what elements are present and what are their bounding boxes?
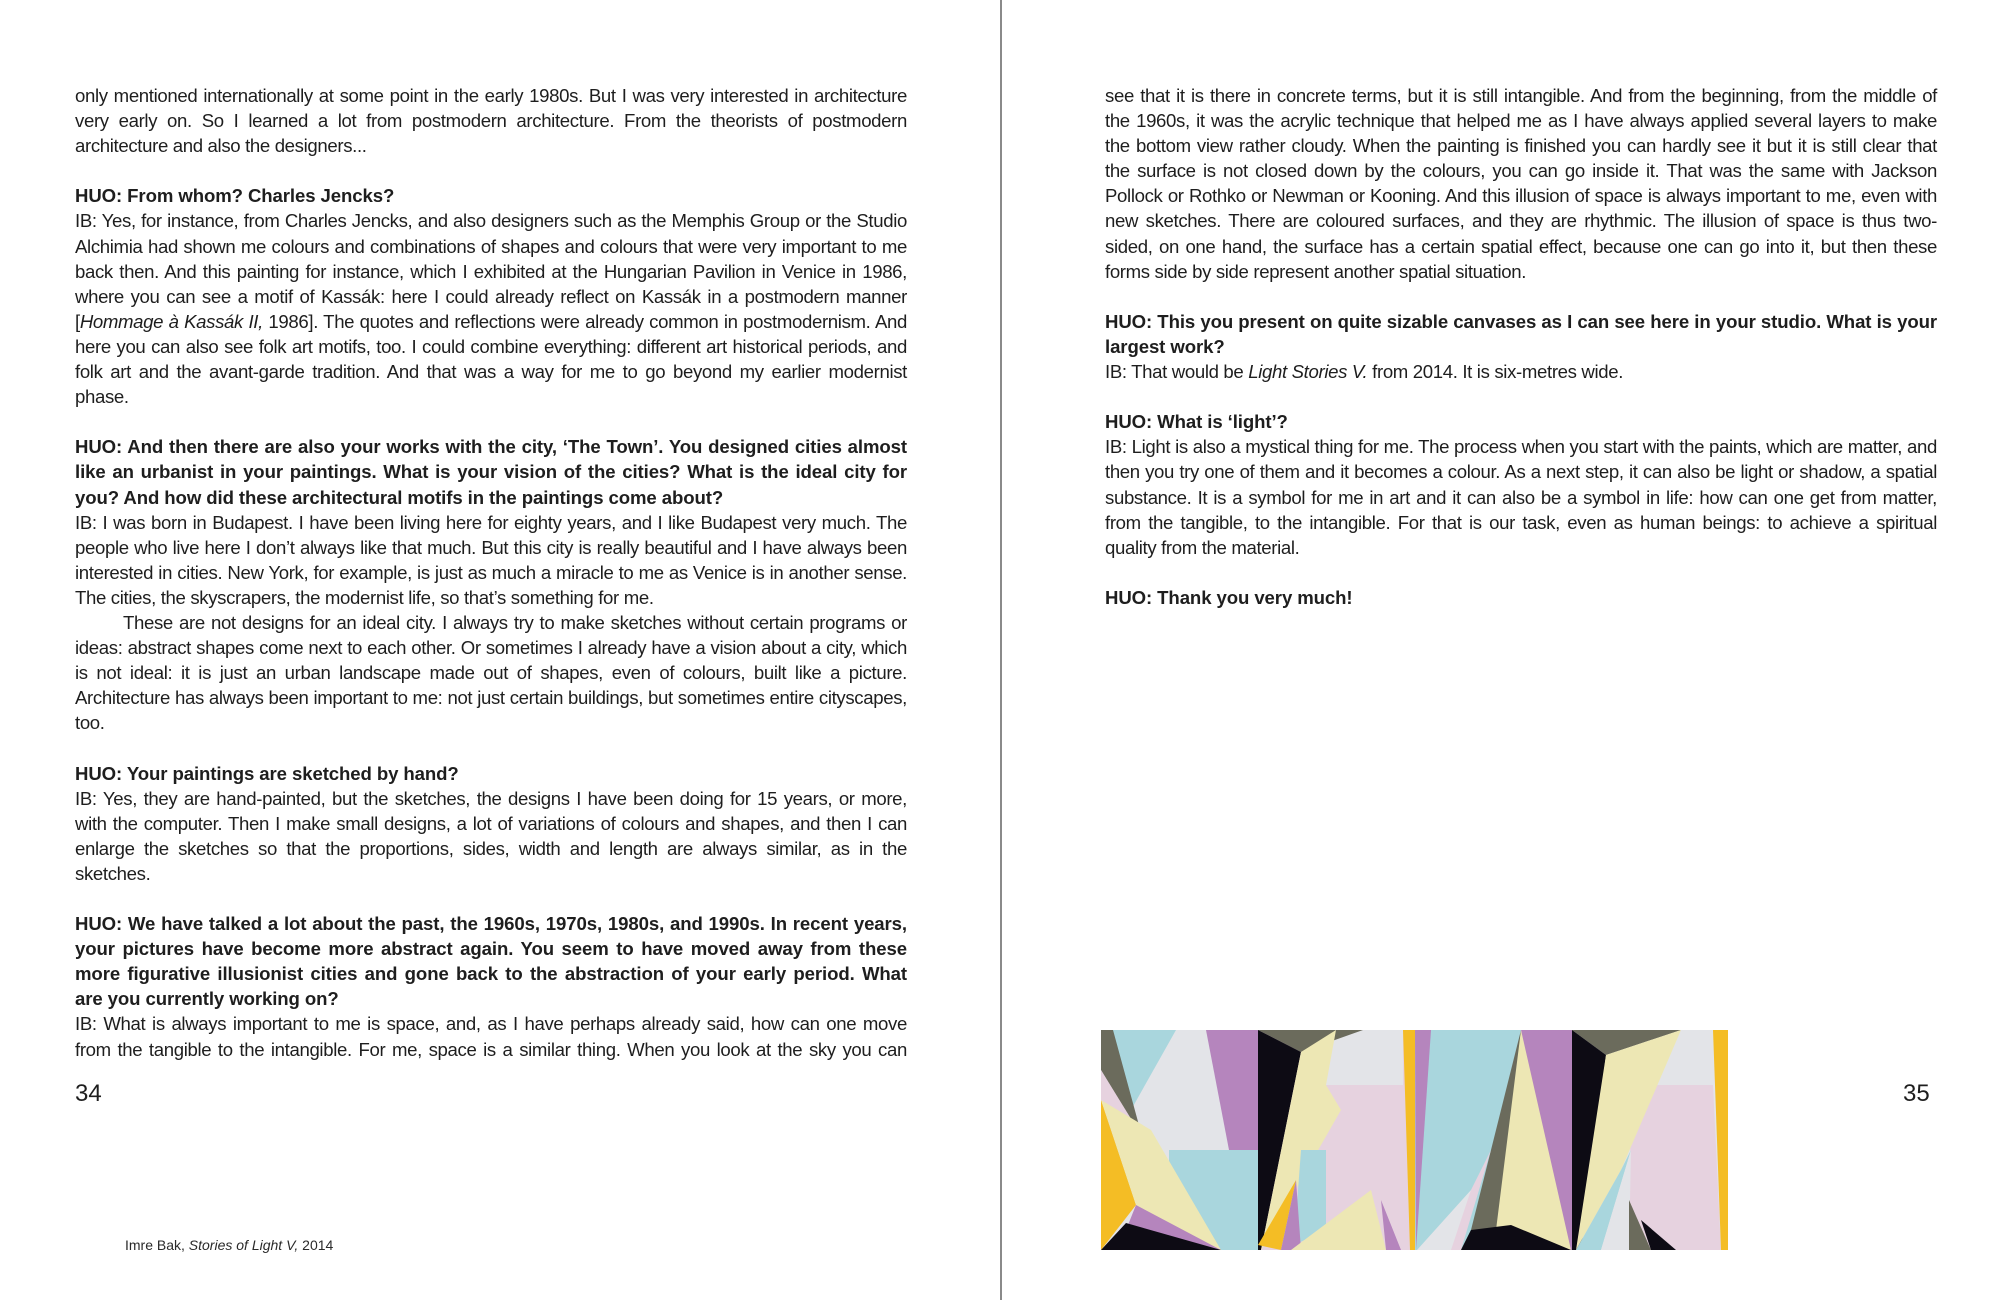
paragraph-answer: IB: Light is also a mystical thing for me. The process when you start with the paints, which are matter, and then you try one of them and it becomes a colour. As a next step, it can also be light or shadow, a spatial substance. It is a symbol for me in art and it can also be a symbol in life: how can one get from matter, from the tangible, to the intangible. For that is our task, even as human beings: to achieve a spiritual quality from the material. xyxy=(1105,436,1937,558)
paragraph-question: HUO: This you present on quite sizable canvases as I can see here in your studio. What is your largest work? xyxy=(1105,310,1937,357)
spine-divider xyxy=(1000,0,1002,1300)
paragraph-question: HUO: Your paintings are sketched by hand? xyxy=(75,762,459,784)
painting-image xyxy=(1101,1030,1728,1250)
paragraph-answer: These are not designs for an ideal city. I always try to make sketches without certain programs or ideas: abstract shapes come next to each other. Or sometimes I already have a vision about a city, which is not ideal: it is just an urban landscape made out of shapes, even of colours, built like a picture. Architecture has always been important to me: not just certain buildings, but sometimes entire cityscapes, too. xyxy=(75,611,907,734)
artwork-title: Hommage à Kassák II, xyxy=(79,310,263,332)
paragraph-answer: IB: What is always important to me is space, and, as I have perhaps already said, how can one move from the tangible to the intangible. For me, space is a similar thing. When you look at the sky you can xyxy=(75,1013,907,1060)
paragraph-answer: IB: I was born in Budapest. I have been living here for eighty years, and I like Budapest very much. The people who live here I don’t always like that much. But this city is really beautiful and I have always been interested in cities. New York, for example, is just as much a miracle to me as Venice is in another sense. The cities, the skyscrapers, the modernist life, so that’s something for me. xyxy=(75,511,907,608)
page-number-right: 35 xyxy=(1903,1080,1930,1107)
painting-caption: Imre Bak, Stories of Light V, 2014 xyxy=(125,1237,334,1253)
paragraph-answer: only mentioned internationally at some point in the early 1980s. But I was very interested in architecture very early on. So I learned a lot from postmodern architecture. From the theorists of postmodern architecture and also the designers... xyxy=(75,85,907,157)
paragraph-question: HUO: Thank you very much! xyxy=(1105,586,1353,608)
right-page-text xyxy=(1105,83,1937,610)
paragraph-answer: see that it is there in concrete terms, but it is still intangible. And from the beginning, from the middle of the 1960s, it was the acrylic technique that helped me as I have always applied several layers to make the bottom view rather cloudy. When the painting is finished you can hardly see it but it is still clear that the surface is not closed down by the colours, you can go inside it. That was the same with Jackson Pollock or Rothko or Newman or Kooning. And this illusion of space is always important to me, even with new sketches. There are coloured surfaces, and they are rhythmic. The illusion of space is thus two-sided, on one hand, the surface has a certain spatial effect, because one can go into it, but then these forms side by side represent another spatial situation. xyxy=(1105,85,1937,282)
left-page-text xyxy=(75,83,907,1062)
painting-artwork xyxy=(1101,1030,1728,1250)
paragraph-answer: IB: Yes, for instance, from Charles Jencks, and also designers such as the Memphis Group or the Studio Alchimia had shown me colours and combinations of shapes and colours that were very important to me back then. And this painting for instance, which I exhibited at the Hungarian Pavilion in Venice in 1986, where you can see a motif of Kassák: here I could already reflect on Kassák in a postmodern manner [Hommage à Kassák II, 1986]. The quotes and reflections were already common in postmodernism. And here you can also see folk art motifs, too. I could combine everything: different art historical periods, and folk art and the avant-garde tradition. And that was a way for me to go beyond my earlier modernist phase. xyxy=(75,210,907,408)
page-number-left: 34 xyxy=(75,1080,102,1107)
paragraph-question: HUO: What is ‘light’? xyxy=(1105,411,1288,433)
paragraph-answer: IB: Yes, they are hand-painted, but the sketches, the designs I have been doing for 15 years, or more, with the computer. Then I make small designs, a lot of variations of colours and shapes, and then I can enlarge the sketches so that the proportions, sides, width and length are always similar, as in the sketches. xyxy=(75,787,907,884)
paragraph-question: HUO: And then there are also your works with the city, ‘The Town’. You designed cities almost like an urbanist in your paintings. What is your vision of the cities? What is the ideal city for you? And how did these architectural motifs in the paintings come about? xyxy=(75,436,907,508)
artwork-title: Light Stories V. xyxy=(1248,361,1368,383)
paragraph-question: HUO: From whom? Charles Jencks? xyxy=(75,185,395,207)
paragraph-answer: IB: That would be Light Stories V. from 2014. It is six-metres wide. xyxy=(1105,361,1624,383)
paragraph-question: HUO: We have talked a lot about the past, the 1960s, 1970s, 1980s, and 1990s. In recent years, your pictures have become more abstract again. You seem to have moved away from these more figurative illusionist cities and gone back to the abstraction of your early period. What are you currently working on? xyxy=(75,913,907,1010)
